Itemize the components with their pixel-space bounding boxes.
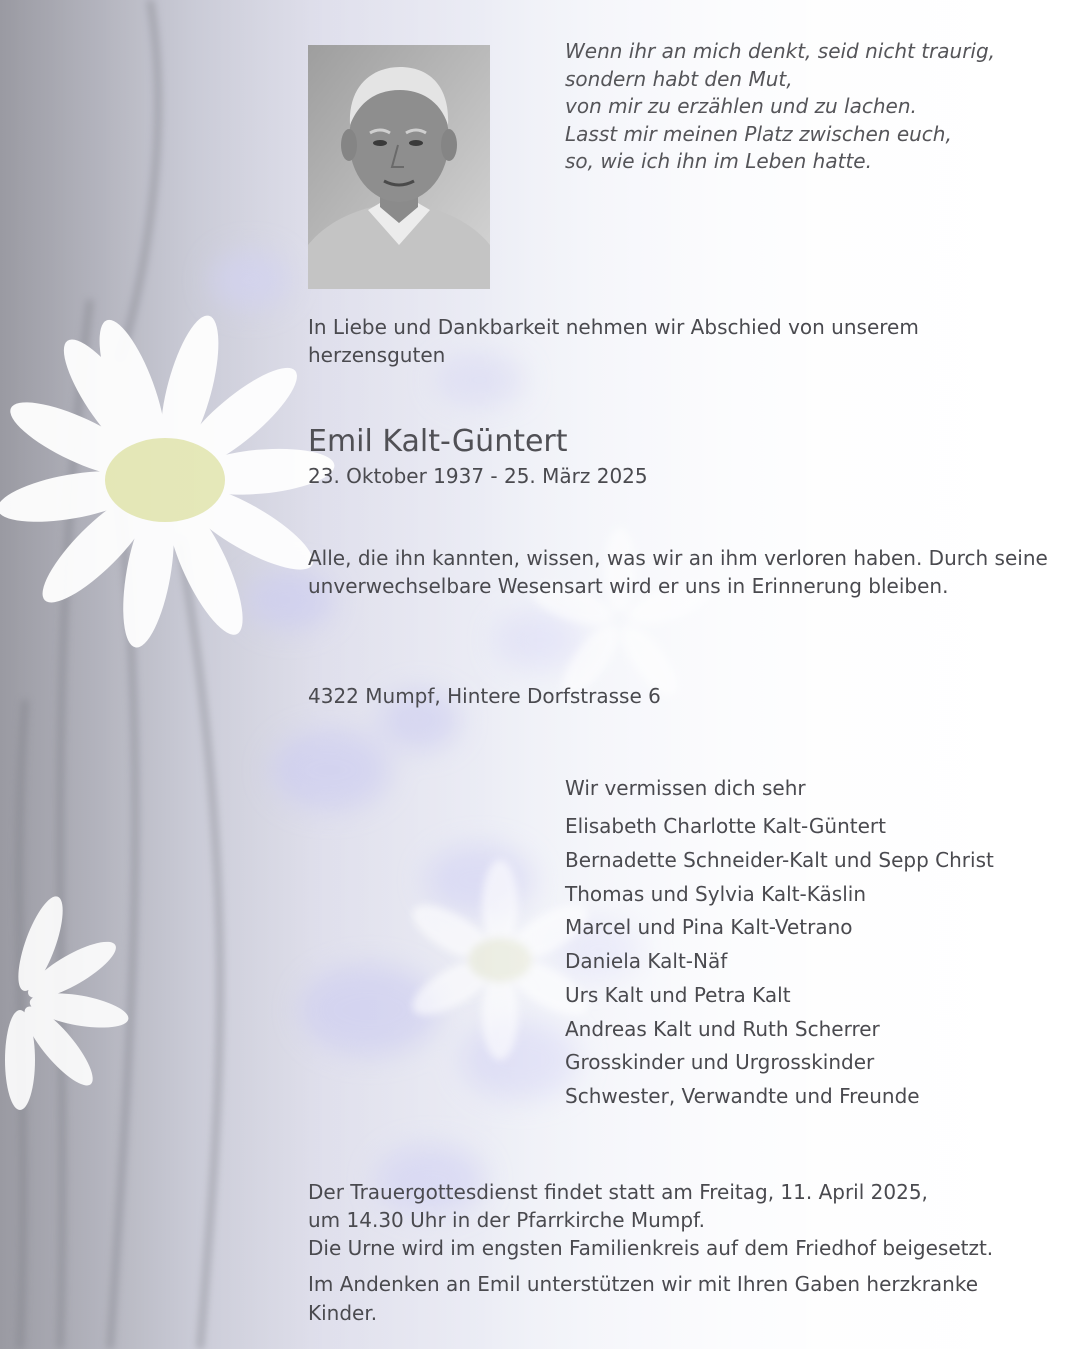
portrait-icon: [308, 45, 490, 289]
service-info: [308, 1178, 1048, 1262]
portrait-photo: [308, 45, 490, 289]
mourner-item: Marcel und Pina Kalt-Vetrano: [565, 915, 853, 940]
service-line: Die Urne wird im engsten Familienkreis auf dem Friedhof beigesetzt.: [308, 1236, 994, 1260]
farewell-intro: In Liebe und Dankbarkeit nehmen wir Abschied von unserem herzensguten: [308, 315, 919, 367]
service-line: Der Trauergottesdienst findet statt am Freitag, 11. April 2025,: [308, 1180, 928, 1204]
donation-note: Im Andenken an Emil unterstützen wir mit Ihren Gaben herzkranke Kinder.: [308, 1272, 979, 1325]
quote-line: von mir zu erzählen und zu lachen.: [565, 94, 917, 118]
quote-line: sondern habt den Mut,: [565, 66, 793, 91]
quote-line: Wenn ihr an mich denkt, seid nicht traurig,: [565, 39, 996, 63]
memorial-quote: [565, 38, 1035, 176]
mourner-item: Schwester, Verwandte und Freunde: [565, 1084, 920, 1108]
quote-line: Lasst mir meinen Platz zwischen euch,: [565, 121, 952, 146]
deceased-name: Emil Kalt-Güntert: [308, 424, 568, 459]
mourner-item: Bernadette Schneider-Kalt und Sepp Christ: [565, 847, 994, 872]
mourner-item: Elisabeth Charlotte Kalt-Güntert: [565, 814, 886, 838]
address: 4322 Mumpf, Hintere Dorfstrasse 6: [308, 684, 661, 708]
mourner-item: Grosskinder und Urgrosskinder: [565, 1050, 875, 1075]
memory-text: Alle, die ihn kannten, wissen, was wir an ihm verloren haben. Durch seine unverwechselbare Wesensart wird er uns in Erinnerung bleiben.: [308, 546, 1048, 598]
mourners-list: [565, 774, 994, 1114]
quote-line: so, wie ich ihn im Leben hatte.: [565, 149, 872, 173]
mourner-item: Thomas und Sylvia Kalt-Käslin: [565, 881, 867, 906]
mourner-item: Daniela Kalt-Näf: [565, 949, 728, 973]
mourners-heading: Wir vermissen dich sehr: [565, 776, 806, 800]
service-line: um 14.30 Uhr in der Pfarrkirche Mumpf.: [308, 1208, 705, 1232]
mourner-item: Urs Kalt und Petra Kalt: [565, 982, 791, 1007]
life-dates: 23. Oktober 1937 - 25. März 2025: [308, 464, 648, 488]
mourner-item: Andreas Kalt und Ruth Scherrer: [565, 1016, 880, 1041]
